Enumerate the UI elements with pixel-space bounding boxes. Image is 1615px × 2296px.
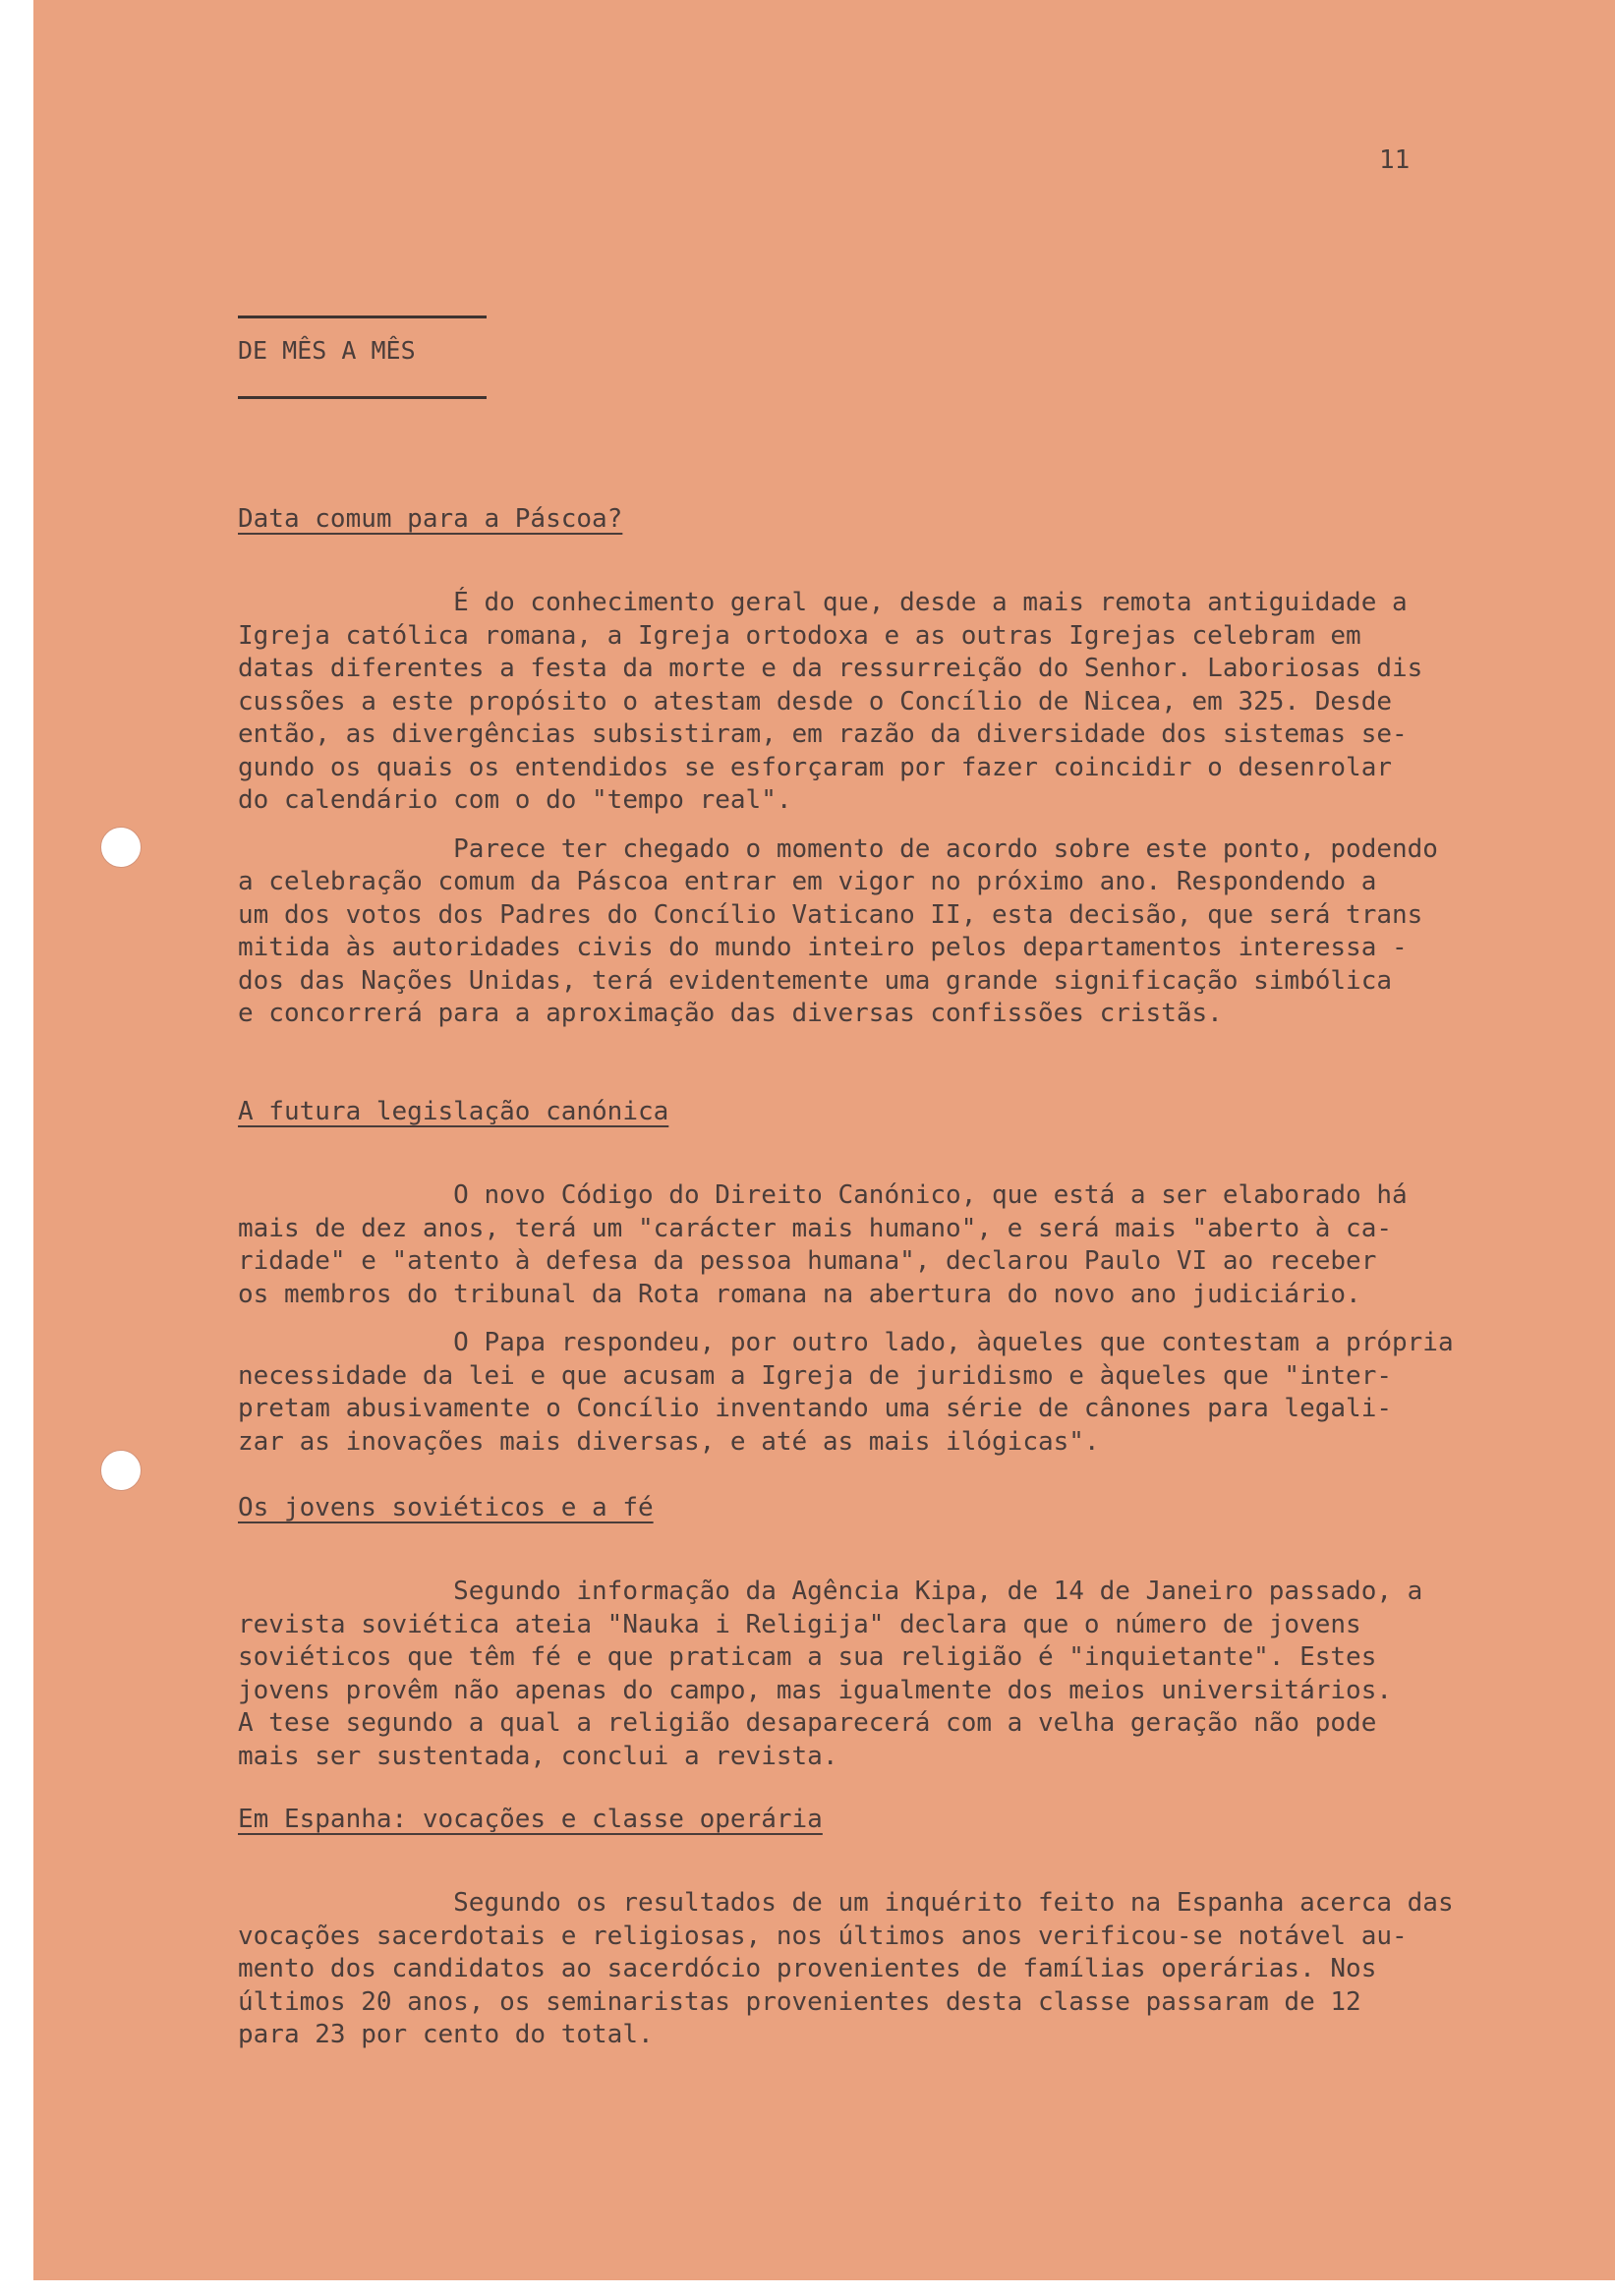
text-line: Segundo informação da Agência Kipa, de 14 de Janeiro passado, a bbox=[238, 1577, 1423, 1606]
article-heading: A futura legislação canónica bbox=[238, 1097, 669, 1126]
text-line: jovens provêm não apenas do campo, mas igualmente dos meios universitários. bbox=[238, 1675, 1392, 1705]
text-line: revista soviética ateia "Nauka i Religija" declara que o número de jovens bbox=[238, 1609, 1361, 1639]
text-line: um dos votos dos Padres do Concílio Vaticano II, esta decisão, que será trans bbox=[238, 899, 1423, 930]
article-pascoa bbox=[238, 502, 1604, 1031]
text-line: ridade" e "atento à defesa da pessoa humana", declarou Paulo VI ao receber bbox=[238, 1246, 1377, 1276]
article-legislacao bbox=[238, 1095, 1604, 1459]
article-body bbox=[238, 587, 1604, 1031]
text-line: Igreja católica romana, a Igreja ortodoxa e as outras Igrejas celebram em bbox=[238, 620, 1361, 651]
text-line: O Papa respondeu, por outro lado, àqueles que contestam a própria bbox=[238, 1328, 1454, 1357]
text-line: datas diferentes a festa da morte e da ressurreição do Senhor. Laboriosas dis bbox=[238, 654, 1423, 683]
paragraph-gap bbox=[238, 1311, 1604, 1327]
text-line: pretam abusivamente o Concílio inventando uma série de cânones para legali- bbox=[238, 1394, 1392, 1423]
text-line: e concorrerá para a aproximação das diversas confissões cristãs. bbox=[238, 999, 1223, 1028]
text-line: O novo Código do Direito Canónico, que está a ser elaborado há bbox=[238, 1180, 1408, 1210]
page-number: 11 bbox=[1379, 145, 1411, 175]
text-line: mais ser sustentada, conclui a revista. bbox=[238, 1741, 838, 1771]
text-line: mais de dez anos, terá um "carácter mais humano", e será mais "aberto à ca- bbox=[238, 1213, 1392, 1243]
punch-hole-icon bbox=[100, 1450, 142, 1491]
section-title-top-rule bbox=[238, 316, 487, 318]
text-line: do calendário com o do "tempo real". bbox=[238, 785, 792, 815]
article-heading: Os jovens soviéticos e a fé bbox=[238, 1493, 654, 1522]
text-line: necessidade da lei e que acusam a Igreja de juridismo e àqueles que "inter- bbox=[238, 1360, 1392, 1391]
text-line: gundo os quais os entendidos se esforçaram por fazer coincidir o desenrolar bbox=[238, 752, 1392, 782]
text-line: últimos 20 anos, os seminaristas provenientes desta classe passaram de 12 bbox=[238, 1986, 1361, 2017]
text-line: cussões a este propósito o atestam desde o Concílio de Nicea, em 325. Desde bbox=[238, 686, 1392, 717]
article-espanha bbox=[238, 1803, 1604, 2052]
text-line: a celebração comum da Páscoa entrar em vigor no próximo ano. Respondendo a bbox=[238, 867, 1377, 896]
paragraph-gap bbox=[238, 818, 1604, 833]
text-line: Parece ter chegado o momento de acordo sobre este ponto, podendo bbox=[238, 833, 1438, 864]
text-line: mitida às autoridades civis do mundo inteiro pelos departamentos interessa - bbox=[238, 933, 1408, 962]
text-line: A tese segundo a qual a religião desaparecerá com a velha geração não pode bbox=[238, 1708, 1377, 1738]
article-body bbox=[238, 1887, 1604, 2052]
punch-hole-icon bbox=[100, 827, 142, 868]
text-line: vocações sacerdotais e religiosas, nos últimos anos verificou-se notável au- bbox=[238, 1921, 1408, 1951]
text-line: soviéticos que têm fé e que praticam a sua religião é "inquietante". Estes bbox=[238, 1642, 1377, 1672]
text-line: É do conhecimento geral que, desde a mais remota antiguidade a bbox=[238, 588, 1408, 617]
text-line: zar as inovações mais diversas, e até as mais ilógicas". bbox=[238, 1426, 1100, 1457]
text-line: para 23 por cento do total. bbox=[238, 2020, 654, 2049]
article-heading: Data comum para a Páscoa? bbox=[238, 504, 623, 534]
text-line: então, as divergências subsistiram, em razão da diversidade dos sistemas se- bbox=[238, 719, 1408, 749]
article-heading: Em Espanha: vocações e classe operária bbox=[238, 1805, 823, 1834]
text-line: os membros do tribunal da Rota romana na abertura do novo ano judiciário. bbox=[238, 1279, 1361, 1309]
article-body bbox=[238, 1576, 1604, 1773]
article-jovens-sovieticos bbox=[238, 1491, 1604, 1773]
section-title-bottom-rule bbox=[238, 396, 487, 399]
section-title: DE MÊS A MÊS bbox=[238, 336, 416, 365]
text-line: dos das Nações Unidas, terá evidentemente uma grande significação simbólica bbox=[238, 965, 1392, 996]
text-line: mento dos candidatos ao sacerdócio provenientes de famílias operárias. Nos bbox=[238, 1954, 1377, 1983]
text-line: Segundo os resultados de um inquérito feito na Espanha acerca das bbox=[238, 1888, 1454, 1918]
article-body bbox=[238, 1179, 1604, 1459]
